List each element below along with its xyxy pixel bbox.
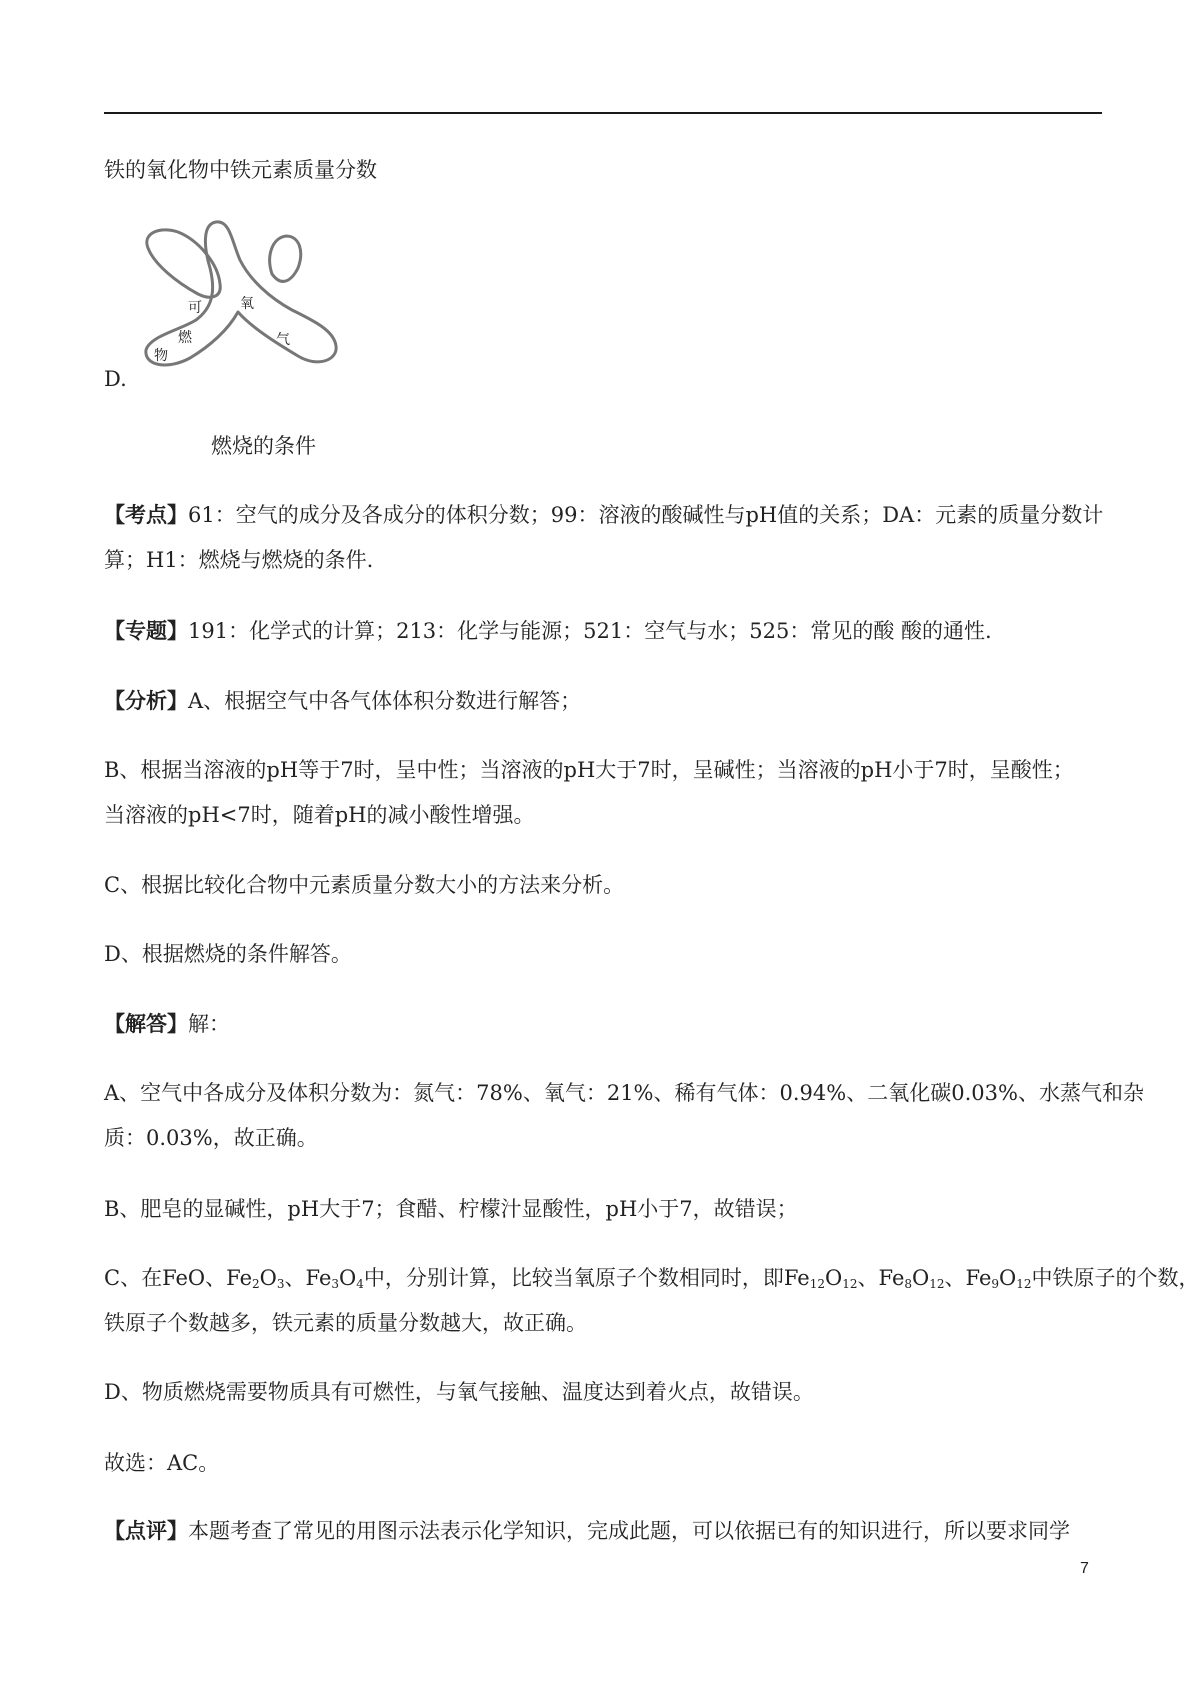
formula-fe3o4: $Fe_3O_4$ bbox=[305, 1266, 364, 1291]
fenxi-a: A、根据空气中各气体体积分数进行解答； bbox=[188, 689, 582, 713]
jieda-c-middle: 中，分别计算，比较当氧原子个数相同时，即 bbox=[363, 1266, 784, 1290]
jieda-intro: 解： bbox=[188, 1012, 230, 1036]
center-person-shape bbox=[146, 222, 336, 365]
jieda-c-end: 中铁原子的个数， bbox=[1031, 1266, 1200, 1290]
separator: 、 bbox=[284, 1266, 306, 1290]
zhuanti-text: 191：化学式的计算；213：化学与能源；521：空气与水；525：常见的酸 酸的通性. bbox=[188, 619, 992, 643]
jieda-a-line-1: A、空气中各成分及体积分数为：氮气：78%、氧气：21%、稀有气体：0.94%、二氧化碳0.03%、水蒸气和杂 bbox=[104, 1081, 1144, 1105]
figure-char-ke: 可 bbox=[188, 300, 202, 316]
kaodian-line-2: 算；H1：燃烧与燃烧的条件. bbox=[104, 548, 374, 572]
option-d-label: D. bbox=[104, 367, 127, 391]
figure-char-yang: 氧 bbox=[240, 296, 254, 312]
dianping-line bbox=[104, 1516, 1070, 1546]
jieda-c-line-2: 铁原子个数越多，铁元素的质量分数越大，故正确。 bbox=[104, 1311, 587, 1335]
jieda-a-line-2: 质：0.03%，故正确。 bbox=[104, 1126, 318, 1150]
jieda-c-prefix: C、在 bbox=[104, 1266, 163, 1290]
fenxi-line bbox=[104, 686, 581, 716]
fenxi-d: D、根据燃烧的条件解答。 bbox=[104, 942, 352, 966]
formula-fe8o12: $Fe_8O_{12}$ bbox=[878, 1266, 945, 1291]
jieda-c-line-1 bbox=[104, 1263, 1200, 1293]
fenxi-tag: 【分析】 bbox=[104, 688, 188, 713]
jieda-b: B、肥皂的显碱性，pH大于7；食醋、柠檬汁显酸性，pH小于7，故错误； bbox=[104, 1197, 798, 1221]
zhuanti-tag: 【专题】 bbox=[104, 618, 188, 643]
answer-line: 故选：AC。 bbox=[104, 1451, 220, 1475]
separator: 、 bbox=[944, 1266, 966, 1290]
figure-char-wu: 物 bbox=[154, 348, 168, 364]
formula-fe2o3: $Fe_2O_3$ bbox=[226, 1266, 285, 1291]
combustion-conditions-figure bbox=[140, 218, 340, 378]
separator: 、 bbox=[205, 1266, 227, 1290]
fenxi-b-line-1: B、根据当溶液的pH等于7时，呈中性；当溶液的pH大于7时，呈碱性；当溶液的pH小于7时，呈酸性； bbox=[104, 758, 1074, 782]
separator: 、 bbox=[857, 1266, 879, 1290]
dianping-text: 本题考查了常见的用图示法表示化学知识，完成此题，可以依据已有的知识进行，所以要求同学 bbox=[188, 1519, 1070, 1543]
jieda-tag: 【解答】 bbox=[104, 1011, 188, 1036]
formula-fe9o12: $Fe_9O_{12}$ bbox=[965, 1266, 1032, 1291]
formula-fe12o12: $Fe_{12}O_{12}$ bbox=[783, 1266, 858, 1291]
fe-mass-fraction-heading: 铁的氧化物中铁元素质量分数 bbox=[104, 158, 377, 182]
formula-feo: FeO bbox=[162, 1266, 206, 1290]
kaodian-line-1 bbox=[104, 500, 1103, 530]
figure-char-qi: 气 bbox=[276, 332, 290, 348]
jieda-line bbox=[104, 1009, 230, 1039]
dianping-tag: 【点评】 bbox=[104, 1518, 188, 1543]
kaodian-text: 61：空气的成分及各成分的体积分数；99：溶液的酸碱性与pH值的关系；DA：元素的质量分数计 bbox=[188, 503, 1104, 527]
fenxi-c: C、根据比较化合物中元素质量分数大小的方法来分析。 bbox=[104, 873, 625, 897]
page-number: 7 bbox=[1080, 1560, 1089, 1577]
right-flame-blob bbox=[270, 236, 301, 281]
jieda-d: D、物质燃烧需要物质具有可燃性，与氧气接触、温度达到着火点，故错误。 bbox=[104, 1380, 814, 1404]
zhuanti-line bbox=[104, 616, 992, 646]
figure-caption: 燃烧的条件 bbox=[211, 434, 316, 458]
figure-char-ran: 燃 bbox=[178, 330, 192, 346]
kaodian-tag: 【考点】 bbox=[104, 502, 188, 527]
header-rule bbox=[104, 112, 1102, 114]
fenxi-b-line-2: 当溶液的pH<7时，随着pH的减小酸性增强。 bbox=[104, 803, 535, 827]
